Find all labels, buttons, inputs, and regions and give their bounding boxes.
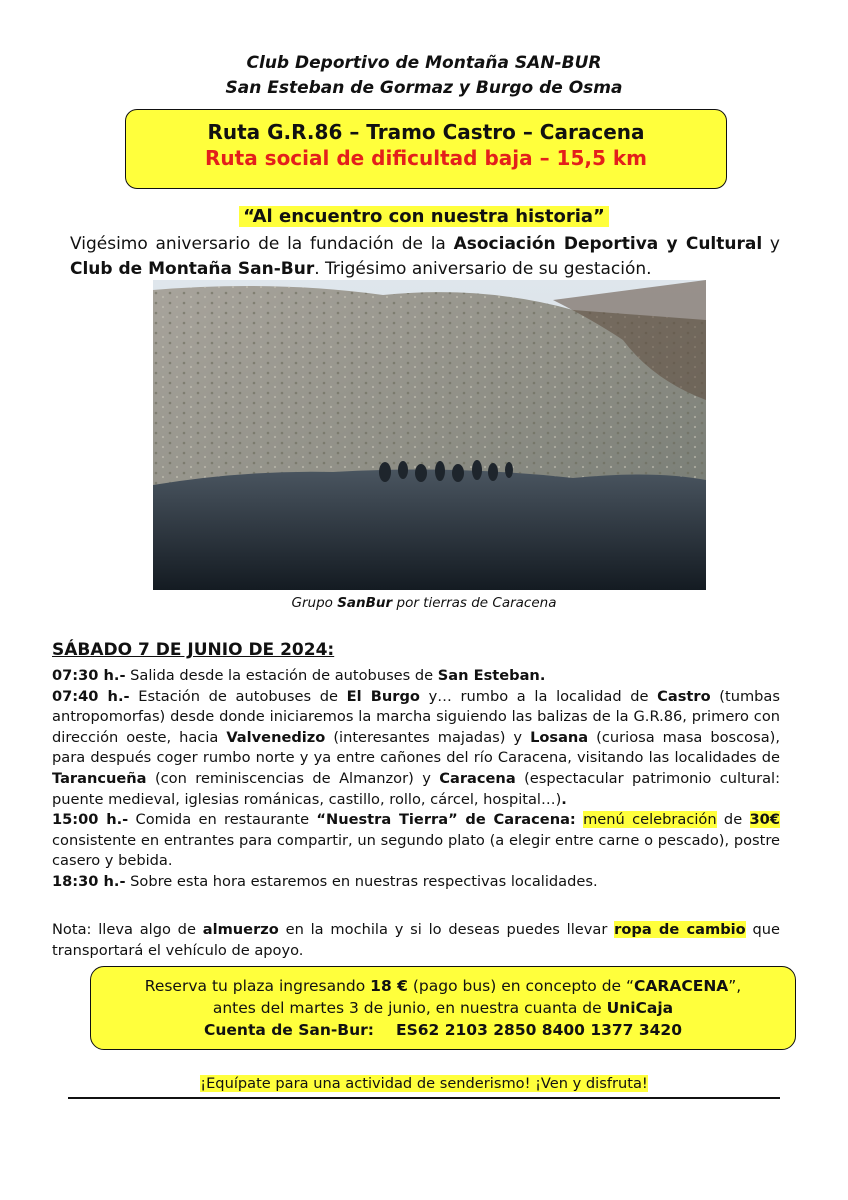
item2-place-5: Tarancueña bbox=[52, 769, 147, 787]
reservation-box bbox=[90, 966, 796, 1050]
item3-space bbox=[576, 811, 583, 828]
item2-text-6: (con reminiscencias de Almanzor) y bbox=[146, 769, 440, 787]
schedule-item bbox=[52, 872, 780, 893]
reservation-line-2 bbox=[91, 997, 795, 1019]
item2-place-6: Caracena bbox=[439, 769, 516, 787]
res-text-2: (pago bus) en concepto de “ bbox=[407, 977, 635, 995]
note-lunch: almuerzo bbox=[202, 921, 279, 938]
schedule-item bbox=[52, 687, 780, 811]
anniv-association: Asociación Deportiva y Cultural bbox=[453, 234, 763, 254]
reservation-line-3 bbox=[91, 1019, 795, 1041]
item2-text-3: (tumbas antropomorfas) desde donde iniciaremos la marcha siguiendo las balizas de la G.R.86, primero con dirección oeste, hacia bbox=[52, 687, 780, 746]
item3-text-3: de bbox=[716, 811, 750, 829]
res-bank: UniCaja bbox=[606, 999, 674, 1017]
route-box bbox=[125, 109, 727, 189]
item4-text: Sobre esta hora estaremos en nuestras respectivas localidades. bbox=[125, 872, 598, 890]
schedule-item bbox=[52, 666, 780, 687]
note-text-3: que transportará el vehículo de apoyo. bbox=[52, 921, 780, 959]
time-0740: 07:40 h.- bbox=[52, 687, 130, 705]
anniv-club: Club de Montaña San-Bur bbox=[70, 259, 315, 279]
time-1500: 15:00 h.- bbox=[52, 811, 129, 829]
res-deadline: antes del martes 3 de junio, en nuestra cuanta de bbox=[212, 999, 607, 1017]
caption-group: SanBur bbox=[337, 595, 393, 611]
item2-text-7: (espectacular patrimonio cultural: puente medieval, iglesias románicas, castillo, rollo, cárcel, hospital…) bbox=[52, 769, 780, 808]
shadow-landscape-image bbox=[153, 280, 706, 590]
time-0730: 07:30 h.- bbox=[52, 667, 126, 684]
photo-caption bbox=[0, 595, 848, 611]
note-change-clothes: ropa de cambio bbox=[614, 921, 746, 938]
caption-post: por tierras de Caracena bbox=[392, 595, 557, 611]
route-title: Ruta G.R.86 – Tramo Castro – Caracena bbox=[207, 120, 645, 144]
item2-text-1: Estación de autobuses de bbox=[129, 687, 347, 705]
res-amount: 18 € bbox=[370, 977, 408, 995]
footer-text: ¡Equípate para una actividad de senderismo! ¡Ven y disfruta! bbox=[200, 1075, 648, 1092]
anniv-text-2: y bbox=[762, 234, 780, 254]
item2-place-3: Valvenedizo bbox=[226, 728, 326, 746]
item2-place-4: Losana bbox=[530, 728, 589, 746]
note-text-1: Nota: lleva algo de bbox=[52, 921, 203, 938]
club-name: Club Deportivo de Montaña SAN-BUR bbox=[246, 53, 602, 73]
item3-price: 30€ bbox=[749, 811, 780, 829]
item3-text-4: consistente en entrantes para compartir, un segundo plato (a elegir entre carne o pescado), postre casero y bebida. bbox=[52, 831, 780, 870]
anniv-text-1: Vigésimo aniversario de la fundación de la bbox=[70, 234, 454, 254]
item3-menu: menú celebración bbox=[583, 811, 717, 829]
note-text-2: en la mochila y si lo deseas puedes llevar bbox=[278, 921, 615, 938]
res-account-label: Cuenta de San-Bur: bbox=[203, 1021, 374, 1039]
item2-place-1: El Burgo bbox=[346, 687, 420, 705]
item3-text-1: Comida en restaurante bbox=[128, 811, 317, 829]
schedule bbox=[52, 666, 780, 893]
route-subtitle: Ruta social de dificultad baja – 15,5 km bbox=[205, 146, 647, 170]
group-photo bbox=[153, 280, 706, 590]
slogan-text: “Al encuentro con nuestra historia” bbox=[239, 206, 609, 227]
item3-restaurant: “Nuestra Tierra” de Caracena: bbox=[316, 811, 576, 829]
item2-text-5: (curiosa masa boscosa), para después coger rumbo norte y ya entre cañones del río Caracena, visitando las localidades de bbox=[52, 728, 780, 767]
date-heading: SÁBADO 7 DE JUNIO DE 2024: bbox=[52, 640, 335, 660]
club-location: San Esteban de Gormaz y Burgo de Osma bbox=[225, 78, 623, 98]
schedule-item bbox=[52, 810, 780, 872]
anniv-text-3: . Trigésimo aniversario de su gestación. bbox=[314, 259, 652, 279]
note bbox=[52, 920, 780, 961]
item1-text: Salida desde la estación de autobuses de bbox=[125, 667, 438, 684]
res-iban: ES62 2103 2850 8400 1377 3420 bbox=[396, 1021, 683, 1039]
item2-period: . bbox=[561, 790, 567, 808]
item2-text-4: (interesantes majadas) y bbox=[325, 728, 531, 746]
footer-divider bbox=[68, 1097, 780, 1099]
caption-pre: Grupo bbox=[291, 595, 338, 611]
anniversary-text bbox=[70, 232, 780, 282]
slogan bbox=[0, 206, 848, 227]
item2-text-2: y… rumbo a la localidad de bbox=[419, 687, 658, 705]
footer-tagline bbox=[0, 1075, 848, 1092]
time-1830: 18:30 h.- bbox=[52, 872, 126, 890]
item2-place-2: Castro bbox=[657, 687, 711, 705]
reservation-line-1 bbox=[91, 975, 795, 997]
res-concept: CARACENA bbox=[634, 977, 729, 995]
res-text-3: ”, bbox=[728, 977, 742, 995]
item1-place: San Esteban. bbox=[437, 667, 546, 684]
res-text-1: Reserva tu plaza ingresando bbox=[144, 977, 371, 995]
